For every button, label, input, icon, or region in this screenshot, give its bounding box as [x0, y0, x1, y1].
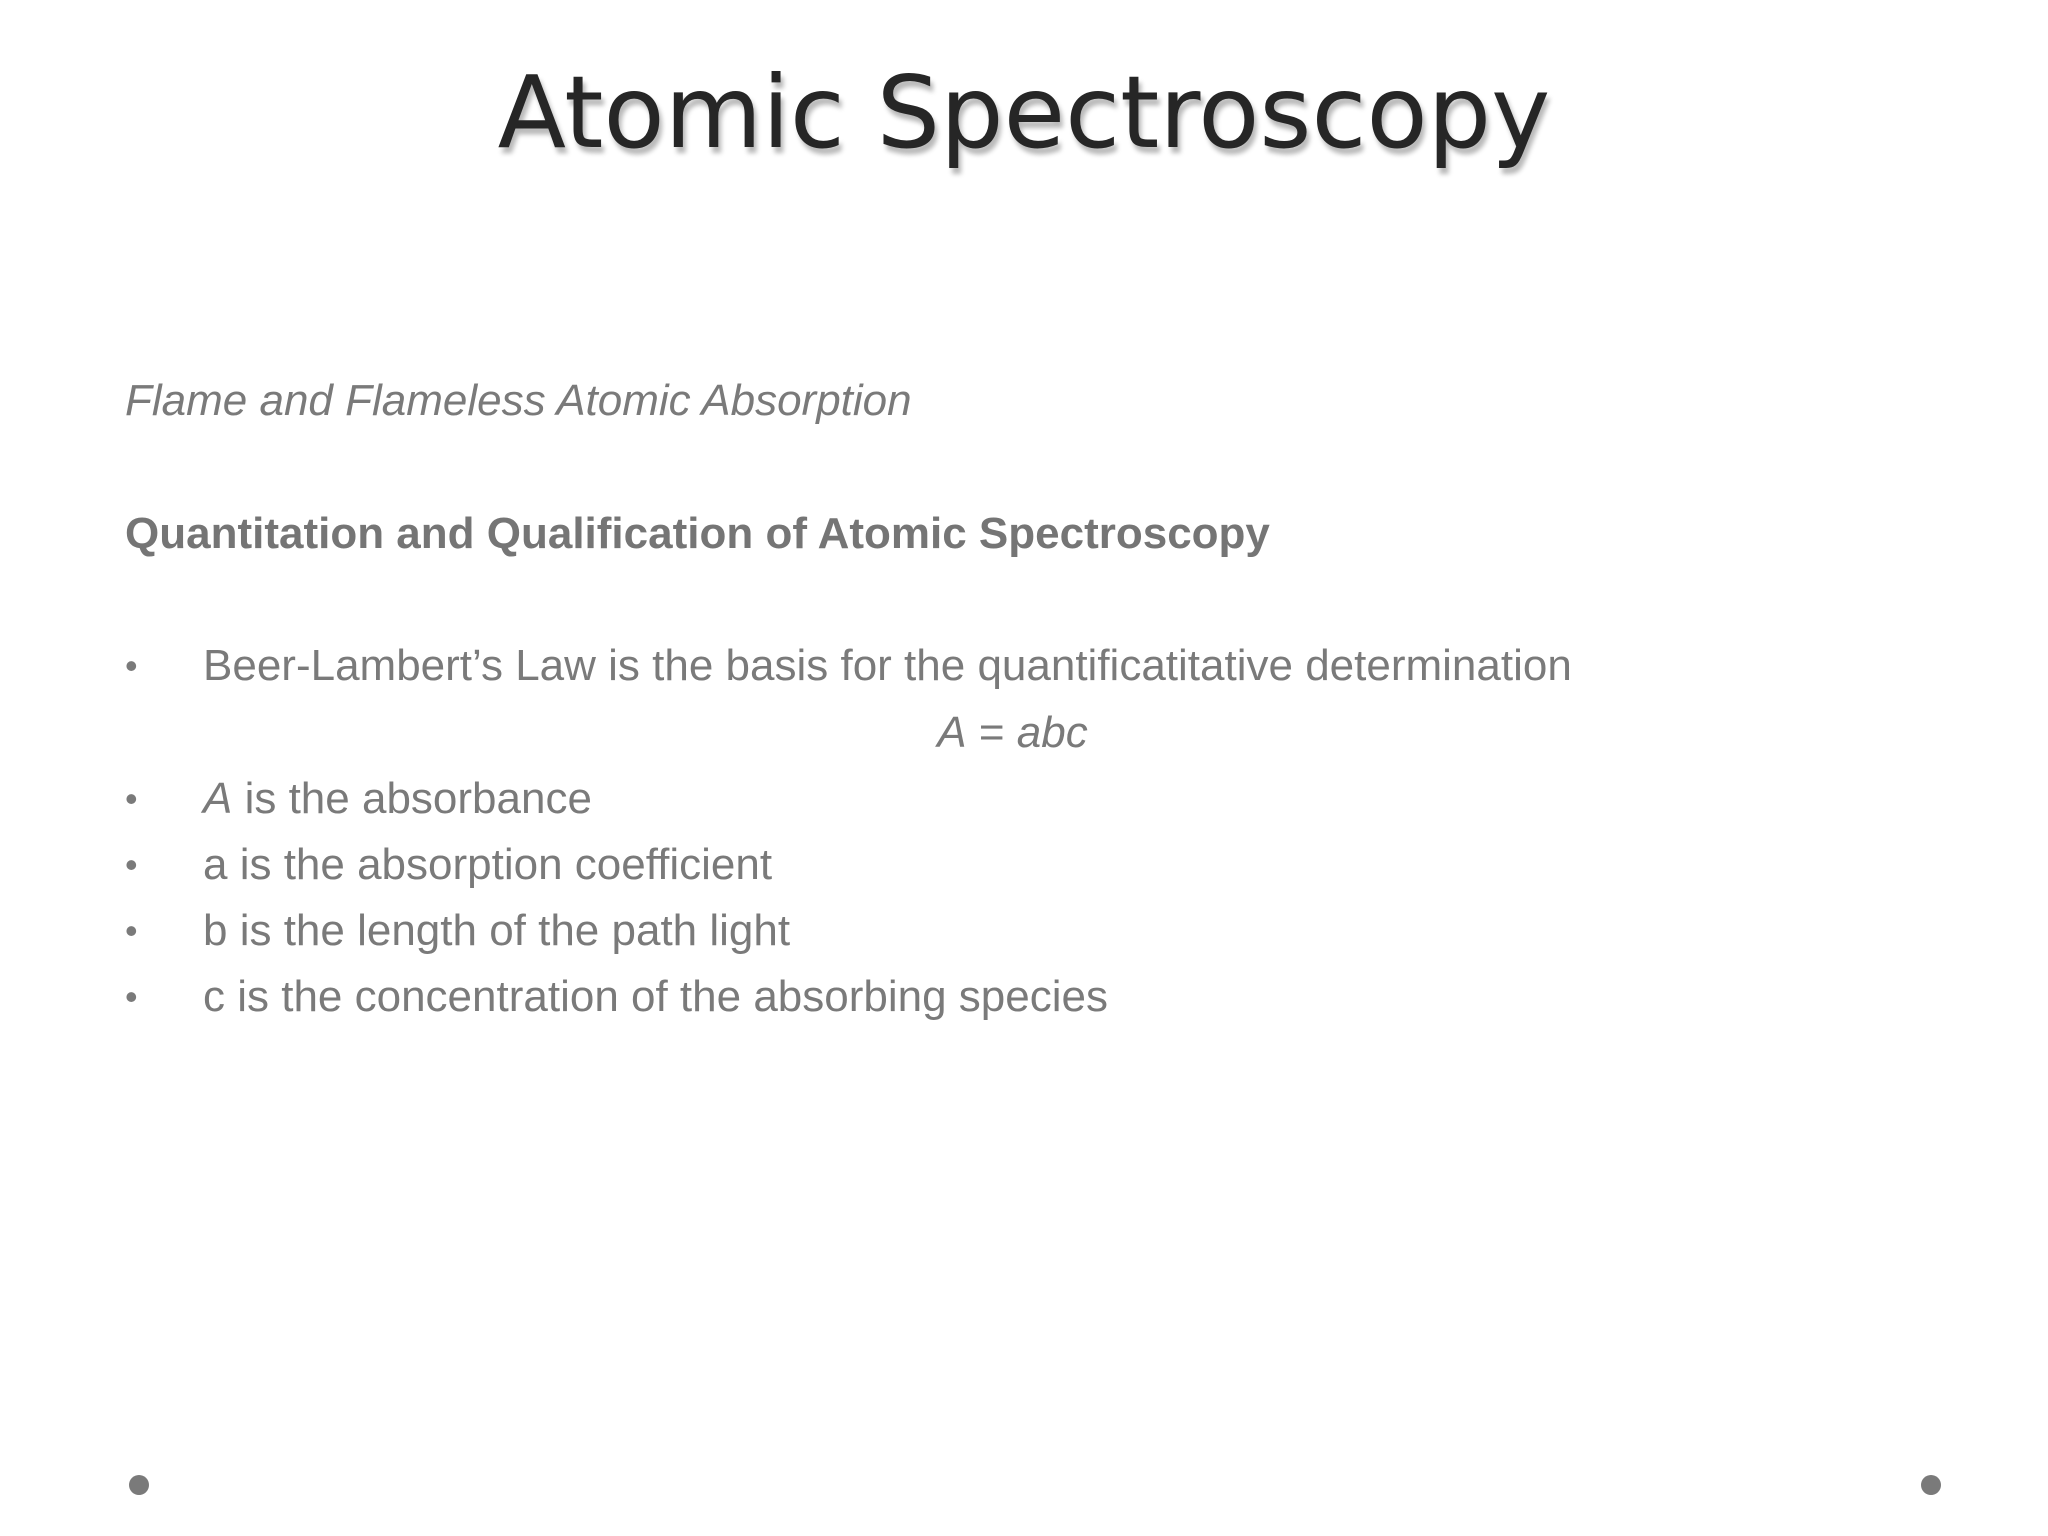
- bullet-icon: •: [125, 910, 138, 951]
- bullet-text: b is the length of the path light: [203, 906, 791, 955]
- slide-title: Atomic Spectroscopy: [497, 54, 1551, 171]
- decorative-dot-right: [1921, 1475, 1941, 1495]
- bullet-icon: •: [125, 778, 138, 819]
- section-heading: Quantitation and Qualification of Atomic Spectroscopy: [125, 509, 1270, 558]
- formula-lhs: A: [937, 708, 967, 757]
- formula: [125, 700, 1945, 766]
- decorative-dot-left: [129, 1475, 149, 1495]
- bullet-text-variable: A: [203, 774, 233, 823]
- bullet-icon: •: [125, 844, 138, 885]
- bullet-text-rest: is the absorbance: [232, 774, 592, 823]
- bullet-text: c is the concentration of the absorbing species: [203, 972, 1108, 1021]
- formula-rhs: abc: [1016, 708, 1088, 757]
- formula-equals: =: [966, 708, 1017, 757]
- bullet-text: Beer-Lambert’s Law is the basis for the quantificatitative determination: [203, 641, 1572, 690]
- bullet-icon: •: [125, 976, 138, 1017]
- slide-subtitle: Flame and Flameless Atomic Absorption: [125, 376, 912, 425]
- bullet-icon: •: [125, 645, 138, 686]
- bullet-text: a is the absorption coefficient: [203, 840, 773, 889]
- bullet-text: [203, 766, 592, 832]
